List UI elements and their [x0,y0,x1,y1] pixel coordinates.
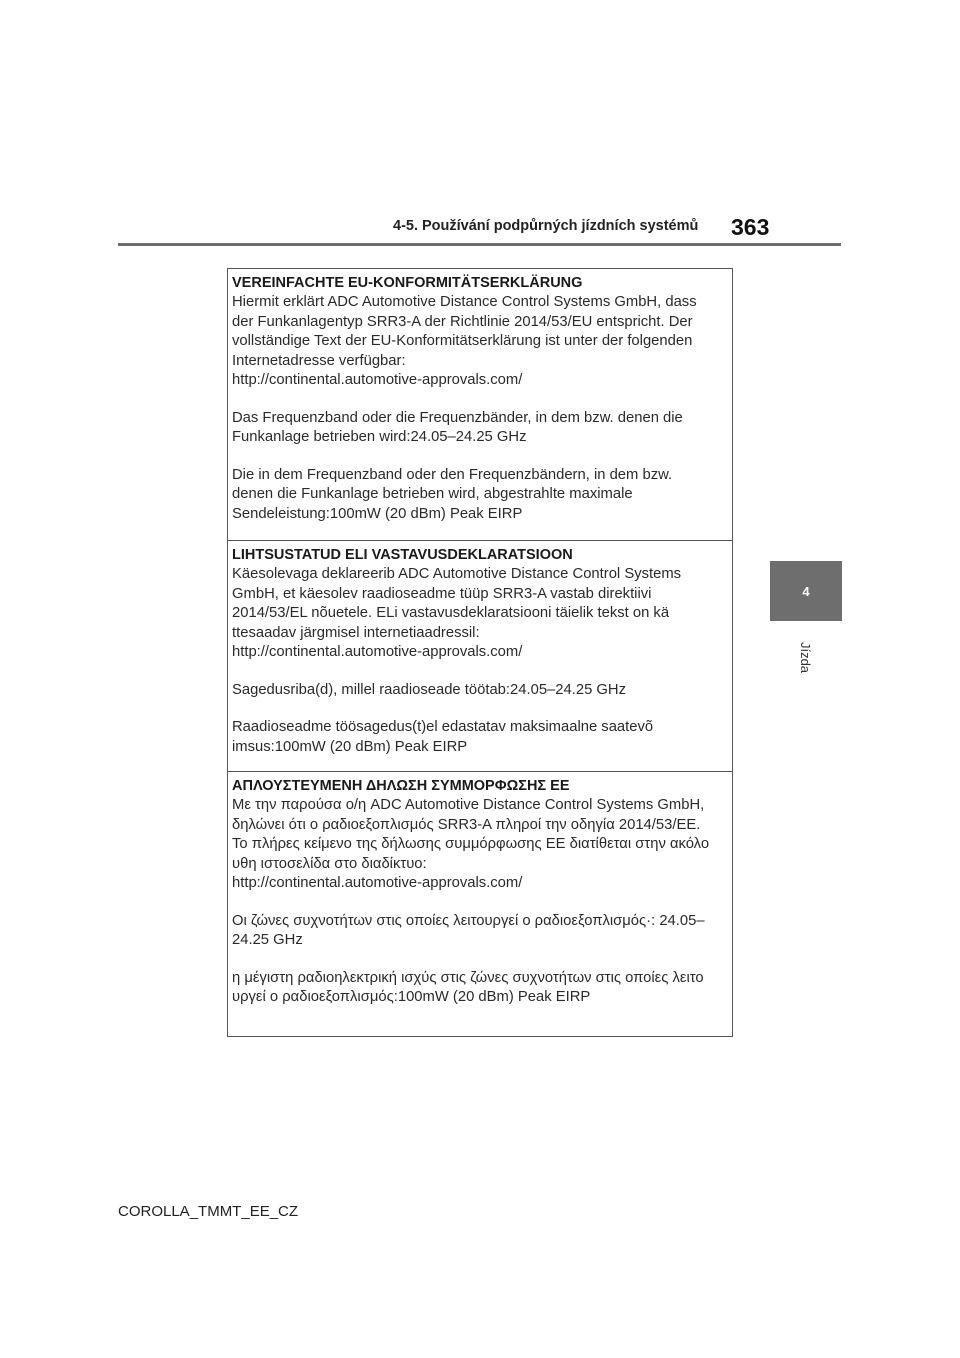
paragraph-line: Käesolevaga deklareerib ADC Automotive Distance Control Systems [232,566,682,582]
chapter-section-title: 4-5. Používání podpůrných jízdních systémů [393,218,699,234]
paragraph-line: imsus:100mW (20 dBm) Peak EIRP [232,738,468,755]
paragraph-gap [232,700,732,718]
paragraph-line: Funkanlage betrieben wird:24.05–24.25 GHz [232,429,527,445]
paragraph-line: υθη ιστοσελίδα στο διαδίκτυο: [232,855,427,872]
paragraph-line: Sagedusriba(d), millel raadioseade töötab:24.05–24.25 GHz [232,681,627,698]
paragraph-gap [232,894,732,912]
header-divider [118,243,841,246]
paragraph-line: Με την παρούσα ο/η ADC Automotive Distance Control Systems GmbH, [232,797,705,813]
paragraph-line: Το πλήρες κείμενο της δήλωσης συμμόρφωσης ΕΕ διατίθεται στην ακόλο [232,836,710,852]
paragraph-line: Sendeleistung:100mW (20 dBm) Peak EIRP [232,505,523,522]
paragraph-line: Hiermit erklärt ADC Automotive Distance Control Systems GmbH, dass [232,294,697,310]
paragraph-line: Raadioseadme töösagedus(t)el edastatav maksimaalne saatevõ [232,719,654,735]
chapter-tab-label-text: Jízda [798,641,814,673]
paragraph-gap [232,448,732,466]
paragraph-line: υργεί ο ραδιοεξοπλισμός:100mW (20 dBm) Peak EIRP [232,989,591,1005]
url-line: http://continental.automotive-approvals.com/ [232,644,523,660]
paragraph-line: Das Frequenzband oder die Frequenzbänder, in dem bzw. denen die [232,409,683,426]
section-title: VEREINFACHTE EU-KONFORMITÄTSERKLÄRUNG [232,275,583,291]
paragraph-line: Die in dem Frequenzband oder den Frequenzbändern, in dem bzw. [232,466,673,483]
declaration-section-et [228,540,732,771]
page-number: 363 [731,214,770,240]
section-title: ΑΠΛΟΥΣΤΕΥΜΕΝΗ ΔΗΛΩΣΗ ΣΥΜΜΟΡΦΩΣΗΣ ΕΕ [232,778,570,794]
paragraph-line: Οι ζώνες συχνοτήτων στις οποίες λειτουργεί ο ραδιοεξοπλισμός·: 24.05– [232,912,705,929]
url-line: http://continental.automotive-approvals.com/ [232,875,523,891]
chapter-tab[interactable] [770,561,842,621]
paragraph-line: 2014/53/EL nõuetele. ELi vastavusdeklaratsiooni täielik tekst on kä [232,605,670,621]
paragraph-line: Internetadresse verfügbar: [232,352,406,369]
document-code: COROLLA_TMMT_EE_CZ [118,1203,299,1220]
chapter-tab-label [769,635,843,679]
chapter-tab-number: 4 [802,583,810,599]
paragraph-line: ttesaadav järgmisel internetiaadressil: [232,624,480,641]
declaration-section-el [228,771,732,1036]
section-title: LIHTSUSTATUD ELI VASTAVUSDEKLARATSIOON [232,547,573,563]
paragraph-line: η μέγιστη ραδιοηλεκτρική ισχύς στις ζώνες συχνοτήτων στις οποίες λειτο [232,969,704,986]
paragraph-gap [232,951,732,969]
conformity-declaration-box [227,268,733,1037]
paragraph-line: der Funkanlagentyp SRR3-A der Richtlinie 2014/53/EU entspricht. Der [232,313,693,330]
paragraph-line: GmbH, et käesolev raadioseadme tüüp SRR3-A vastab direktiivi [232,585,652,602]
paragraph-line: δηλώνει ότι ο ραδιοεξοπλισμός SRR3-A πληροί την οδηγία 2014/53/ΕΕ. [232,816,701,833]
paragraph-line: vollständige Text der EU-Konformitätserklärung ist unter der folgenden [232,333,693,349]
paragraph-gap [232,391,732,409]
paragraph-line: 24.25 GHz [232,932,303,948]
url-line: http://continental.automotive-approvals.com/ [232,372,523,388]
paragraph-gap [232,663,732,681]
paragraph-line: denen die Funkanlage betrieben wird, abgestrahlte maximale [232,486,633,502]
declaration-section-de [228,269,732,540]
